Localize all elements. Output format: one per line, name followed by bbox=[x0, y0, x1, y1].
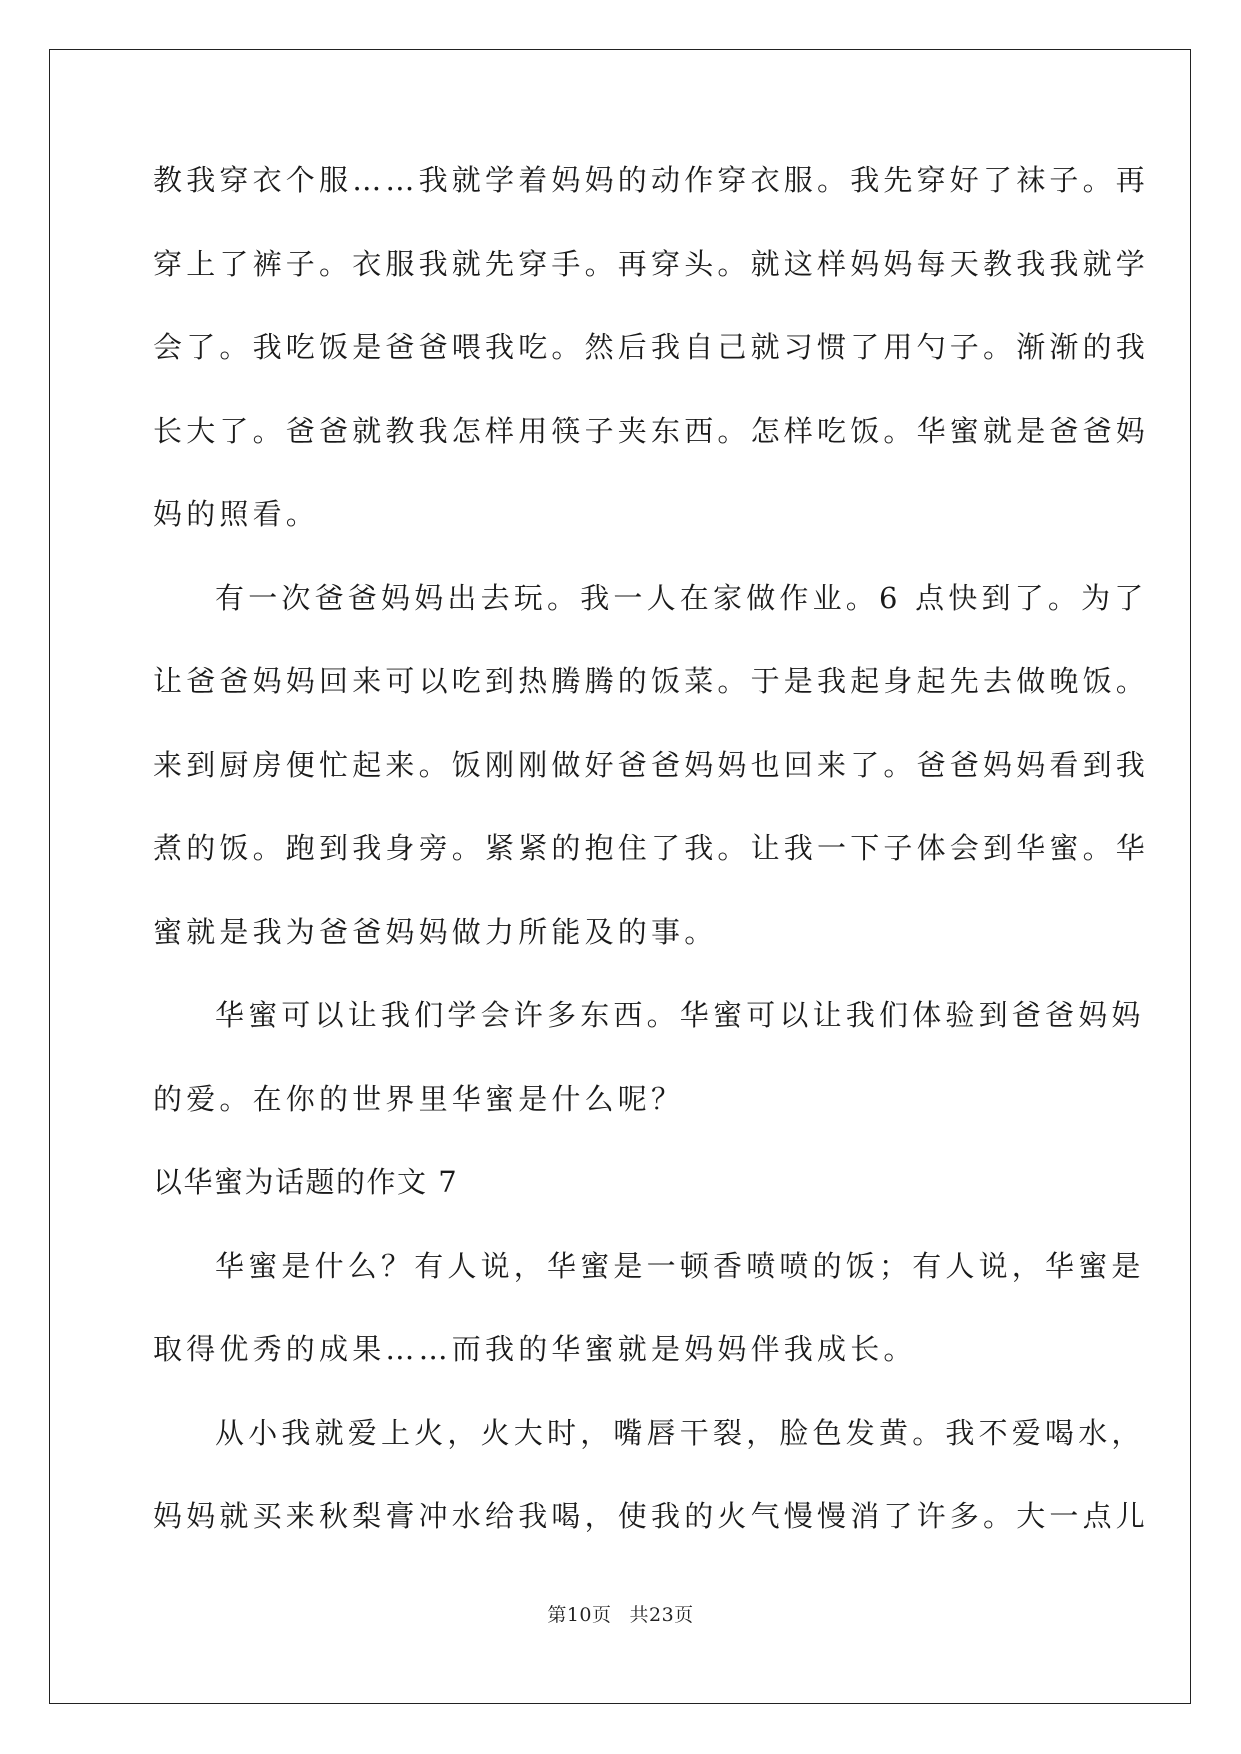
page-footer bbox=[0, 1600, 1241, 1627]
text-line: 会了。我吃饭是爸爸喂我吃。然后我自己就习惯了用勺子。渐渐的我 bbox=[153, 330, 1150, 364]
page-number: 第10页 bbox=[547, 1604, 612, 1626]
text-line: 的爱。在你的世界里华蜜是什么呢？ bbox=[153, 1081, 685, 1116]
text-line: 教我穿衣个服……我就学着妈妈的动作穿衣服。我先穿好了袜子。再 bbox=[153, 163, 1150, 197]
text-line: 长大了。爸爸就教我怎样用筷子夹东西。怎样吃饭。华蜜就是爸爸妈 bbox=[153, 413, 1150, 448]
text-line: 取得优秀的成果……而我的华蜜就是妈妈伴我成长。 bbox=[153, 1332, 917, 1366]
text-line: 华蜜可以让我们学会许多东西。华蜜可以让我们体验到爸爸妈妈 bbox=[215, 998, 1145, 1032]
text-line: 有一次爸爸妈妈出去玩。我一人在家做作业。6 点快到了。为了 bbox=[215, 580, 1148, 615]
text-line: 穿上了裤子。衣服我就先穿手。再穿头。就这样妈妈每天教我我就学 bbox=[153, 246, 1150, 281]
text-line: 蜜就是我为爸爸妈妈做力所能及的事。 bbox=[153, 914, 718, 949]
section-heading: 以华蜜为话题的作文 7 bbox=[153, 1165, 459, 1199]
text-line: 煮的饭。跑到我身旁。紧紧的抱住了我。让我一下子体会到华蜜。华 bbox=[153, 831, 1150, 865]
text-line: 来到厨房便忙起来。饭刚刚做好爸爸妈妈也回来了。爸爸妈妈看到我 bbox=[153, 747, 1150, 782]
page-total: 共23页 bbox=[629, 1604, 694, 1626]
text-line: 让爸爸妈妈回来可以吃到热腾腾的饭菜。于是我起身起先去做晚饭。 bbox=[153, 664, 1150, 698]
text-line: 妈妈就买来秋梨膏冲水给我喝，使我的火气慢慢消了许多。大一点儿 bbox=[153, 1499, 1150, 1533]
text-line: 妈的照看。 bbox=[153, 497, 320, 531]
text-line: 从小我就爱上火，火大时，嘴唇干裂，脸色发黄。我不爱喝水， bbox=[215, 1415, 1145, 1450]
text-line: 华蜜是什么？有人说，华蜜是一顿香喷喷的饭；有人说，华蜜是 bbox=[215, 1248, 1145, 1283]
document-body bbox=[153, 160, 1150, 1580]
